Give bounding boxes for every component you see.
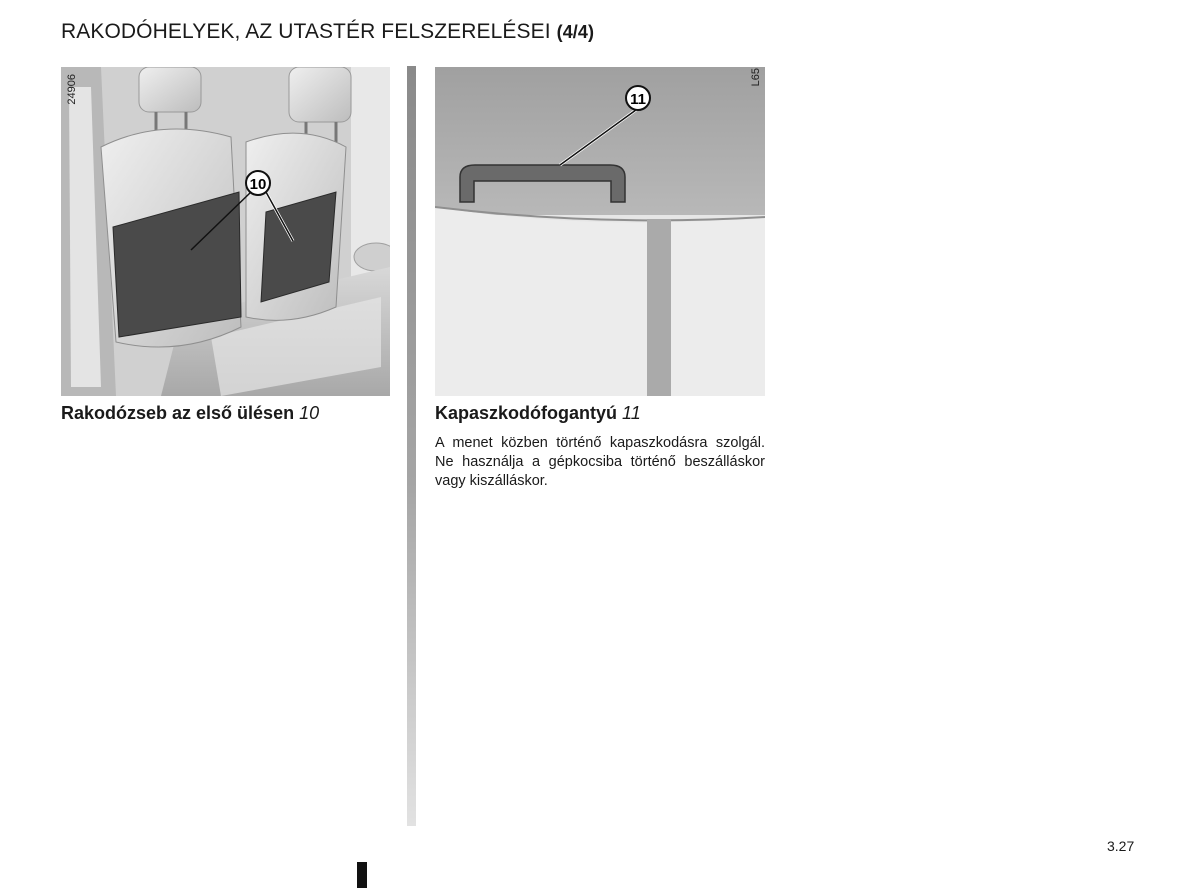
right-caption-text: Kapaszkodófogantyú [435,403,618,423]
right-figure-code: L65 [750,68,762,87]
column-divider [407,66,416,826]
page-title [61,20,594,44]
left-figure-code: 24906 [66,74,78,105]
crop-mark [357,862,367,888]
seat-pocket-drawing [61,67,390,396]
seat-pocket-illustration [61,67,390,396]
grab-handle-drawing [435,67,765,396]
right-figure-caption [435,403,641,424]
left-caption-ref: 10 [299,403,320,423]
page-number: 3.27 [1107,838,1135,854]
page-title-text: RAKODÓHELYEK, AZ UTASTÉR FELSZERELÉSEI [61,20,551,43]
page-title-suffix: (4/4) [556,22,595,42]
grab-handle-description: A menet közben történő kapaszkodásra szolgál. Ne használja a gépkocsiba történő beszálláskor vagy kiszálláskor. [435,435,765,489]
right-caption-ref: 11 [622,403,641,423]
left-figure-caption [61,403,319,424]
callout-10-label: 10 [249,176,267,193]
grab-handle-illustration [435,67,765,396]
left-caption-text: Rakodózseb az első ülésen [61,403,295,423]
callout-11-label: 11 [630,91,646,108]
